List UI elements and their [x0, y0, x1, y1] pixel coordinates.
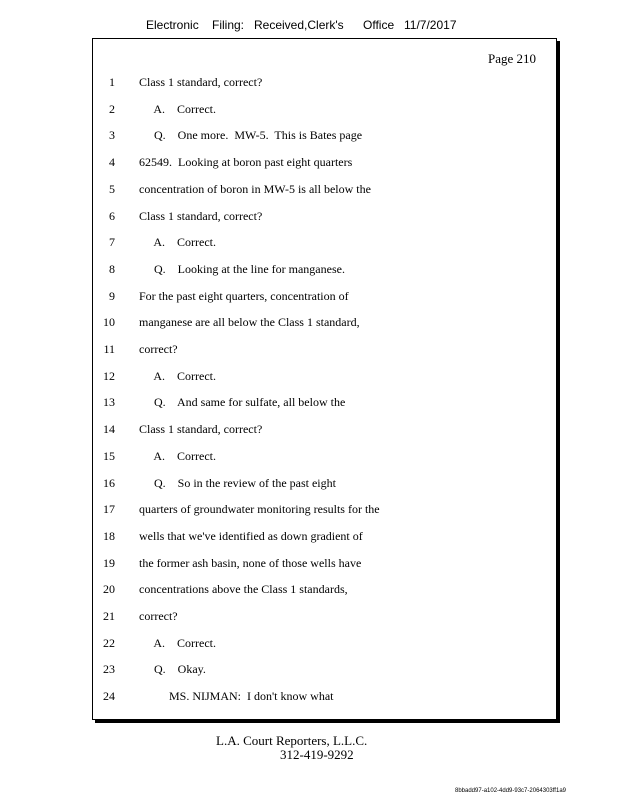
line-text: Class 1 standard, correct?	[139, 422, 263, 437]
transcript-line	[93, 689, 556, 707]
transcript-line	[93, 235, 556, 253]
court-reporter-phone: 312-419-9292	[280, 747, 354, 762]
transcript-line	[93, 182, 556, 200]
frame-shadow-bottom	[95, 720, 560, 723]
line-number: 16	[103, 475, 115, 490]
line-text: Class 1 standard, correct?	[139, 208, 263, 223]
line-number: 19	[103, 555, 115, 570]
transcript-line	[93, 102, 556, 120]
transcript-line	[93, 289, 556, 307]
header-electronic: Electronic	[146, 18, 199, 32]
line-text: manganese are all below the Class 1 standard,	[139, 315, 360, 330]
line-text: MS. NIJMAN: I don't know what	[139, 689, 334, 704]
line-number: 21	[103, 609, 115, 623]
line-number: 22	[103, 635, 115, 650]
line-text: the former ash basin, none of those wells have	[139, 555, 362, 570]
transcript-line	[93, 502, 556, 520]
transcript-page	[92, 38, 557, 720]
transcript-line	[93, 529, 556, 547]
line-number: 10	[103, 315, 115, 330]
transcript-line	[93, 155, 556, 173]
line-number: 15	[103, 448, 115, 463]
transcript-line	[93, 449, 556, 467]
line-number: 6	[109, 208, 115, 223]
line-text: For the past eight quarters, concentration of	[139, 288, 349, 303]
line-text: concentration of boron in MW-5 is all below the	[139, 181, 371, 196]
transcript-line	[93, 636, 556, 654]
line-number: 9	[109, 288, 115, 303]
line-text: Q. So in the review of the past eight	[139, 475, 336, 490]
transcript-line	[93, 422, 556, 440]
page-number: Page 210	[487, 51, 536, 66]
line-number: 18	[103, 528, 115, 543]
frame-shadow-right	[557, 41, 560, 723]
filing-stamp-header	[0, 18, 618, 34]
transcript-line	[93, 75, 556, 93]
transcript-line	[93, 209, 556, 227]
transcript-line	[93, 315, 556, 333]
line-number: 3	[109, 128, 115, 143]
transcript-line	[93, 476, 556, 494]
line-text: Class 1 standard, correct?	[139, 75, 263, 89]
line-text: A. Correct.	[139, 101, 216, 116]
line-text: Q. One more. MW-5. This is Bates page	[139, 128, 363, 143]
line-text: Q. And same for sulfate, all below the	[139, 395, 346, 410]
line-number: 4	[109, 155, 115, 170]
header-filing: Filing:	[212, 18, 245, 32]
line-number: 1	[109, 75, 115, 89]
line-text: A. Correct.	[139, 635, 216, 650]
line-number: 5	[109, 181, 115, 196]
line-text: quarters of groundwater monitoring results for the	[139, 502, 380, 517]
line-number: 17	[103, 502, 115, 517]
header-office: Office	[363, 18, 395, 32]
transcript-line	[93, 342, 556, 360]
line-number: 13	[103, 395, 115, 410]
line-text: wells that we've identified as down gradient of	[139, 528, 363, 543]
transcript-line	[93, 128, 556, 146]
line-number: 11	[103, 342, 115, 356]
line-text: 62549. Looking at boron past eight quarters	[139, 155, 353, 170]
line-text: A. Correct.	[139, 235, 216, 250]
line-number: 12	[103, 368, 115, 383]
transcript-line	[93, 609, 556, 627]
line-text: A. Correct.	[139, 368, 216, 383]
line-text: Q. Looking at the line for manganese.	[139, 261, 345, 276]
line-number: 2	[109, 101, 115, 116]
line-number: 20	[103, 582, 115, 597]
court-reporter-name: L.A. Court Reporters, L.L.C.	[216, 733, 368, 748]
line-number: 8	[109, 261, 115, 276]
transcript-line	[93, 369, 556, 387]
document-hash: 8bbadd97-a102-4dd9-93c7-2064303ff1a9	[455, 788, 566, 794]
transcript-line	[93, 262, 556, 280]
line-number: 23	[103, 662, 115, 677]
transcript-line	[93, 582, 556, 600]
line-text: concentrations above the Class 1 standards,	[139, 582, 348, 597]
line-text: A. Correct.	[139, 448, 216, 463]
line-text: correct?	[139, 342, 178, 356]
line-text: correct?	[139, 609, 178, 623]
header-date: 11/7/2017	[404, 18, 457, 32]
line-number: 14	[103, 422, 115, 437]
transcript-line	[93, 662, 556, 680]
header-received: Received,Clerk's	[254, 18, 344, 32]
transcript-line	[93, 395, 556, 413]
transcript-line	[93, 556, 556, 574]
line-number: 7	[109, 235, 115, 250]
line-text: Q. Okay.	[139, 662, 206, 677]
line-number: 24	[103, 689, 115, 704]
